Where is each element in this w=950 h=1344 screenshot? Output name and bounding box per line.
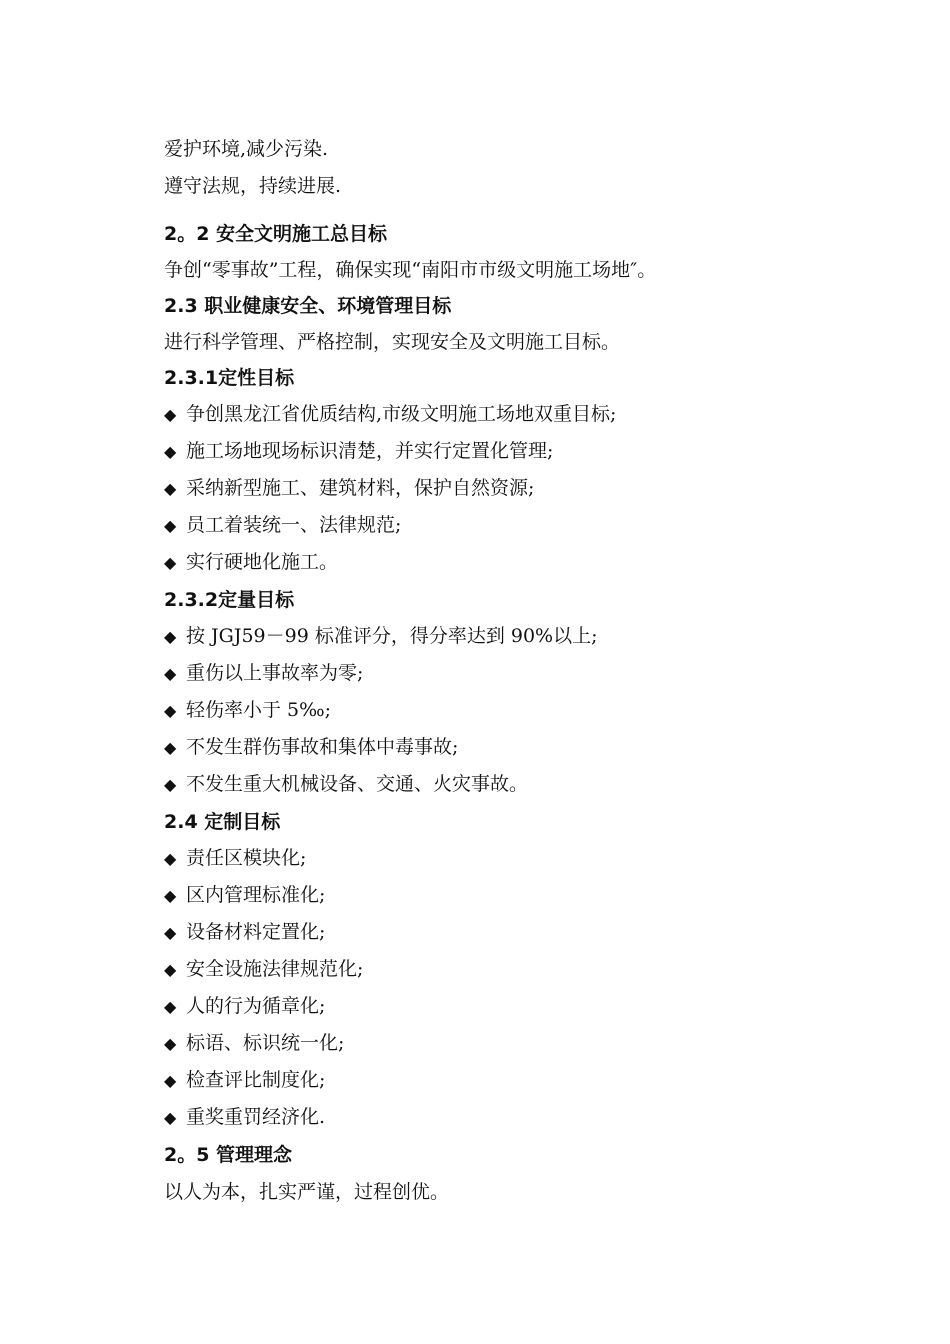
list-item-text: 设备材料定置化; — [186, 921, 326, 943]
list-item-text: 标语、标识统一化; — [186, 1032, 345, 1054]
list-item-text: 重伤以上事故率为零; — [186, 662, 364, 684]
list-item — [164, 660, 910, 687]
list-item-text: 实行硬地化施工。 — [186, 551, 339, 573]
intro-line-1: 爱护环境,减少污染. — [164, 138, 329, 160]
list-item — [164, 549, 910, 576]
bullet-icon: ◆ — [164, 775, 177, 794]
section-2-3-heading: 2.3 职业健康安全、环境管理目标 — [164, 295, 452, 317]
list-item-text: 检查评比制度化; — [186, 1069, 326, 1091]
bullet-icon: ◆ — [164, 1071, 177, 1090]
list-item-text: 争创黑龙江省优质结构,市级文明施工场地双重目标; — [186, 403, 617, 425]
section-2-4-heading: 2.4 定制目标 — [164, 811, 281, 833]
list-item-text: 施工场地现场标识清楚，并实行定置化管理; — [186, 440, 554, 462]
list-item — [164, 882, 910, 909]
bullet-icon: ◆ — [164, 516, 177, 535]
list-item-text: 不发生重大机械设备、交通、火灾事故。 — [186, 773, 529, 795]
list-item-text: 区内管理标准化; — [186, 884, 326, 906]
bullet-icon: ◆ — [164, 479, 177, 498]
bullet-icon: ◆ — [164, 997, 177, 1016]
bullet-icon: ◆ — [164, 738, 177, 757]
list-item-text: 不发生群伤事故和集体中毒事故; — [186, 736, 459, 758]
bullet-icon: ◆ — [164, 442, 177, 461]
list-item-text: 重奖重罚经济化. — [186, 1106, 326, 1128]
list-item — [164, 623, 910, 650]
list-item-text: 按 JGJ59－99 标准评分，得分率达到 90%以上; — [186, 625, 598, 647]
list-item-text: 安全设施法律规范化; — [186, 958, 364, 980]
section-2-2-heading: 2。2 安全文明施工总目标 — [164, 223, 388, 245]
section-2-3-2-heading: 2.3.2定量目标 — [164, 589, 295, 611]
section-2-3-text: 进行科学管理、严格控制，实现安全及文明施工目标。 — [164, 331, 621, 353]
list-item — [164, 697, 910, 724]
bullet-icon: ◆ — [164, 849, 177, 868]
bullet-icon: ◆ — [164, 1108, 177, 1127]
list-item-text: 人的行为循章化; — [186, 995, 326, 1017]
bullet-icon: ◆ — [164, 701, 177, 720]
section-2-5-text: 以人为本，扎实严谨，过程创优。 — [164, 1181, 450, 1203]
bullet-icon: ◆ — [164, 664, 177, 683]
list-item — [164, 401, 910, 428]
list-item-text: 采纳新型施工、建筑材料，保护自然资源; — [186, 477, 535, 499]
list-item — [164, 1030, 910, 1057]
bullet-icon: ◆ — [164, 1034, 177, 1053]
list-item — [164, 1104, 910, 1131]
list-item — [164, 771, 910, 798]
intro-line-2: 遵守法规，持续进展. — [164, 175, 342, 197]
section-2-5-heading: 2。5 管理理念 — [164, 1144, 293, 1166]
bullet-icon: ◆ — [164, 923, 177, 942]
list-item — [164, 438, 910, 465]
list-item — [164, 956, 910, 983]
section-2-3-1-heading: 2.3.1定性目标 — [164, 367, 295, 389]
list-item — [164, 512, 910, 539]
bullet-icon: ◆ — [164, 886, 177, 905]
list-item-text: 轻伤率小于 5‰; — [186, 699, 332, 721]
bullet-icon: ◆ — [164, 627, 177, 646]
list-item-text: 责任区模块化; — [186, 847, 307, 869]
bullet-icon: ◆ — [164, 960, 177, 979]
list-item — [164, 993, 910, 1020]
list-item — [164, 845, 910, 872]
bullet-icon: ◆ — [164, 553, 177, 572]
list-item — [164, 919, 910, 946]
list-item — [164, 1067, 910, 1094]
list-item — [164, 475, 910, 502]
list-item — [164, 734, 910, 761]
bullet-icon: ◆ — [164, 405, 177, 424]
section-2-2-text: 争创“零事故”工程，确保实现“南阳市市级文明施工场地″。 — [164, 259, 657, 281]
list-item-text: 员工着装统一、法律规范; — [186, 514, 402, 536]
